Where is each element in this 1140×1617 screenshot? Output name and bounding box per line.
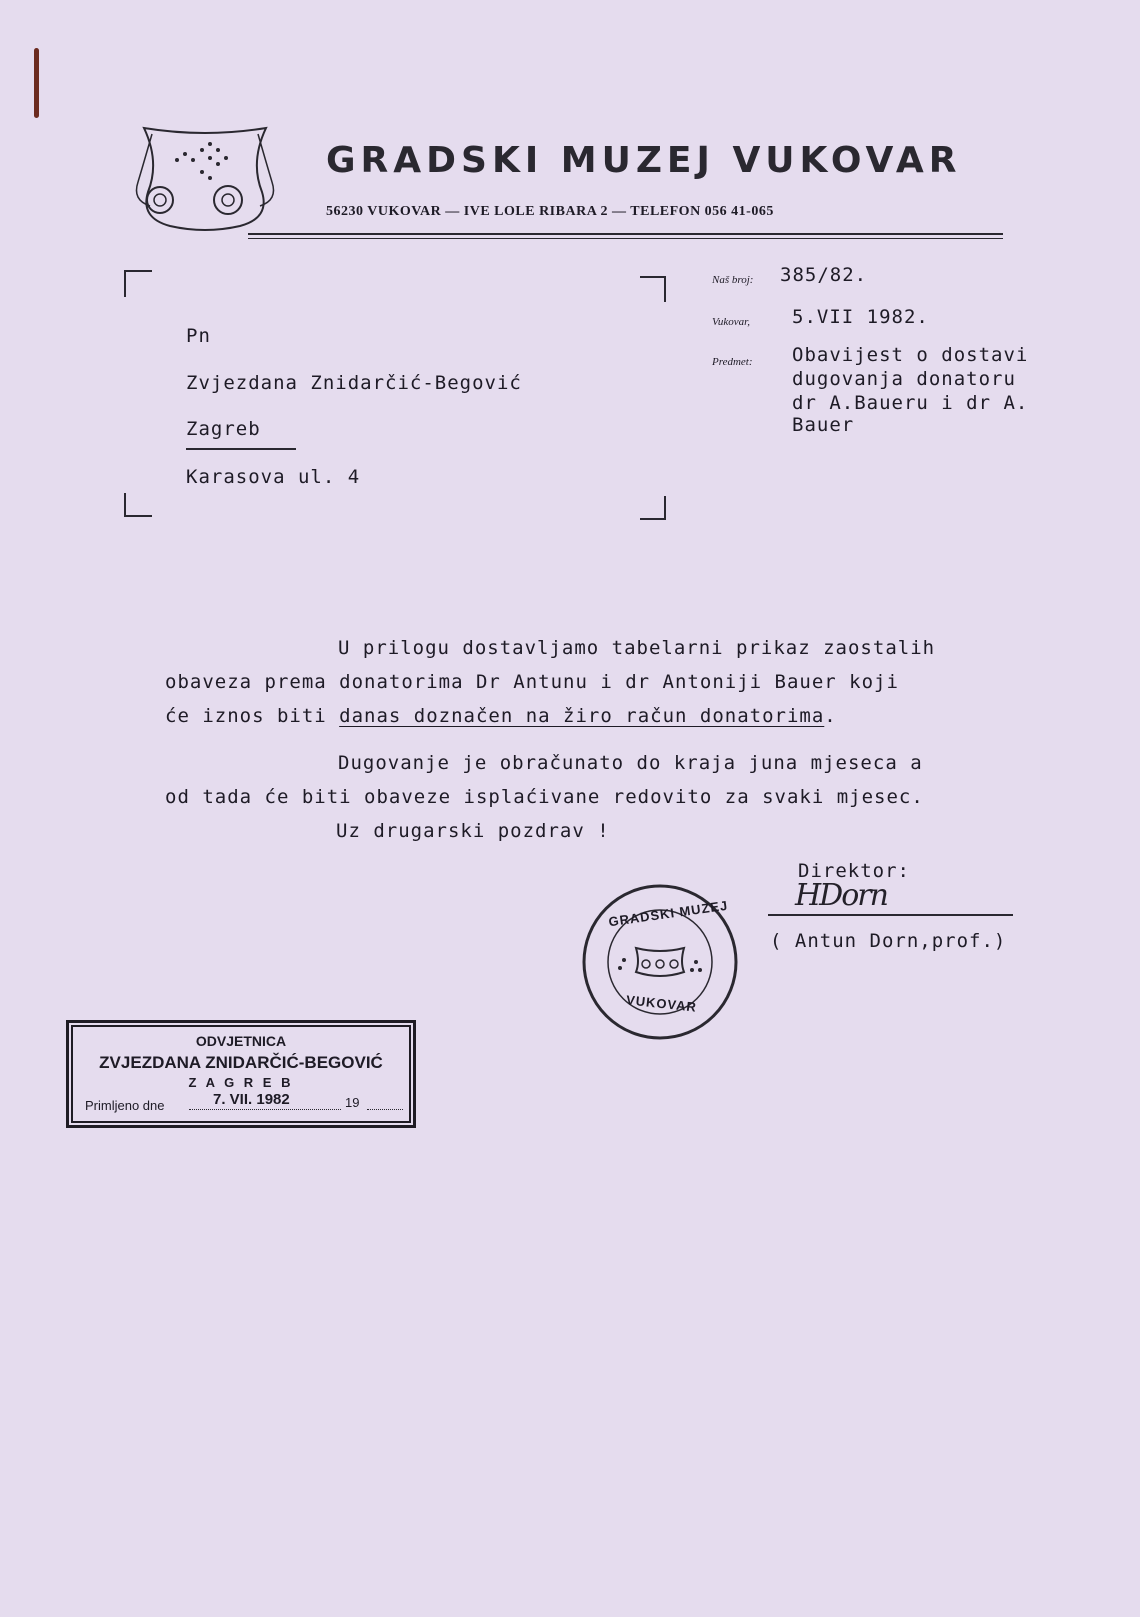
received-date-dotted [189,1109,341,1110]
body-line-2: obaveza prema donatorima Dr Antunu i dr Antoniji Bauer koji [165,671,899,693]
predmet-line-1: Obavijest o dostavi [792,344,1029,366]
corner-mark-tr [640,276,666,302]
recipient-name: Zvjezdana Znidarčić-Begović [186,372,522,394]
round-stamp-bottom-text: VUKOVAR [625,992,698,1015]
predmet-label: Predmet: [712,356,753,368]
body-line-3-plain: će iznos biti [165,705,340,727]
body-line-3 [165,705,837,727]
closing-text: Uz drugarski pozdrav ! [336,820,610,842]
letterhead [130,120,1010,250]
received-line [85,1091,405,1117]
body-para2-line-1: Dugovanje je obračunato do kraja juna mjeseca a [338,752,923,774]
corner-mark-bl [124,493,152,517]
body-line-1: U prilogu dostavljamo tabelarni prikaz zaostalih [338,637,936,659]
date-value: 5.VII 1982. [792,306,929,328]
body-para2-line-2: od tada će biti obaveze isplaćivane redovito za svaki mjesec. [165,786,924,808]
vessel-logo-icon [130,122,280,234]
address-line: 56230 VUKOVAR — IVE LOLE RIBARA 2 — TELEFON 056 41-065 [326,204,774,219]
received-stamp-line-2: ZVJEZDANA ZNIDARČIĆ-BEGOVIĆ [99,1053,383,1072]
received-stamp-line-3: Z A G R E B [188,1075,294,1090]
letterhead-rule [248,233,1003,239]
received-date: 7. VII. 1982 [213,1091,290,1108]
received-stamp-line-1: ODVJETNICA [195,1033,287,1049]
signature-name: ( Antun Dorn,prof.) [770,930,1007,952]
nas-broj-value: 385/82. [780,264,868,286]
recipient-city: Zagreb [186,418,296,450]
nas-broj-label: Naš broj: [712,274,754,286]
body-line-3-end: . [824,705,837,727]
signature-rule [768,914,1013,916]
predmet-line-3: dr A.Baueru i dr A. [792,392,1029,414]
signature-scrawl: HDorn [795,878,887,913]
predmet-line-2: dugovanja donatoru [792,368,1016,390]
round-stamp-top-text: GRADSKI MUZEJ [607,897,730,930]
recipient-street: Karasova ul. 4 [186,466,361,488]
received-label: Primljeno dne [85,1098,165,1113]
predmet-line-4: Bauer [792,414,855,436]
received-year-dotted [367,1109,403,1110]
body-line-3-underlined: danas doznačen na žiro račun donatorima [339,705,825,727]
corner-mark-br [640,496,666,520]
round-stamp [580,882,740,1042]
place-label: Vukovar, [712,316,750,328]
museum-name: GRADSKI MUZEJ VUKOVAR [326,140,962,181]
signature-title: Direktor: [798,860,910,882]
received-stamp [66,1020,416,1128]
recipient-prefix: Pn [186,325,211,347]
received-year-prefix: 19 [345,1095,360,1110]
edge-mark [34,48,39,118]
corner-mark-tl [124,270,152,297]
